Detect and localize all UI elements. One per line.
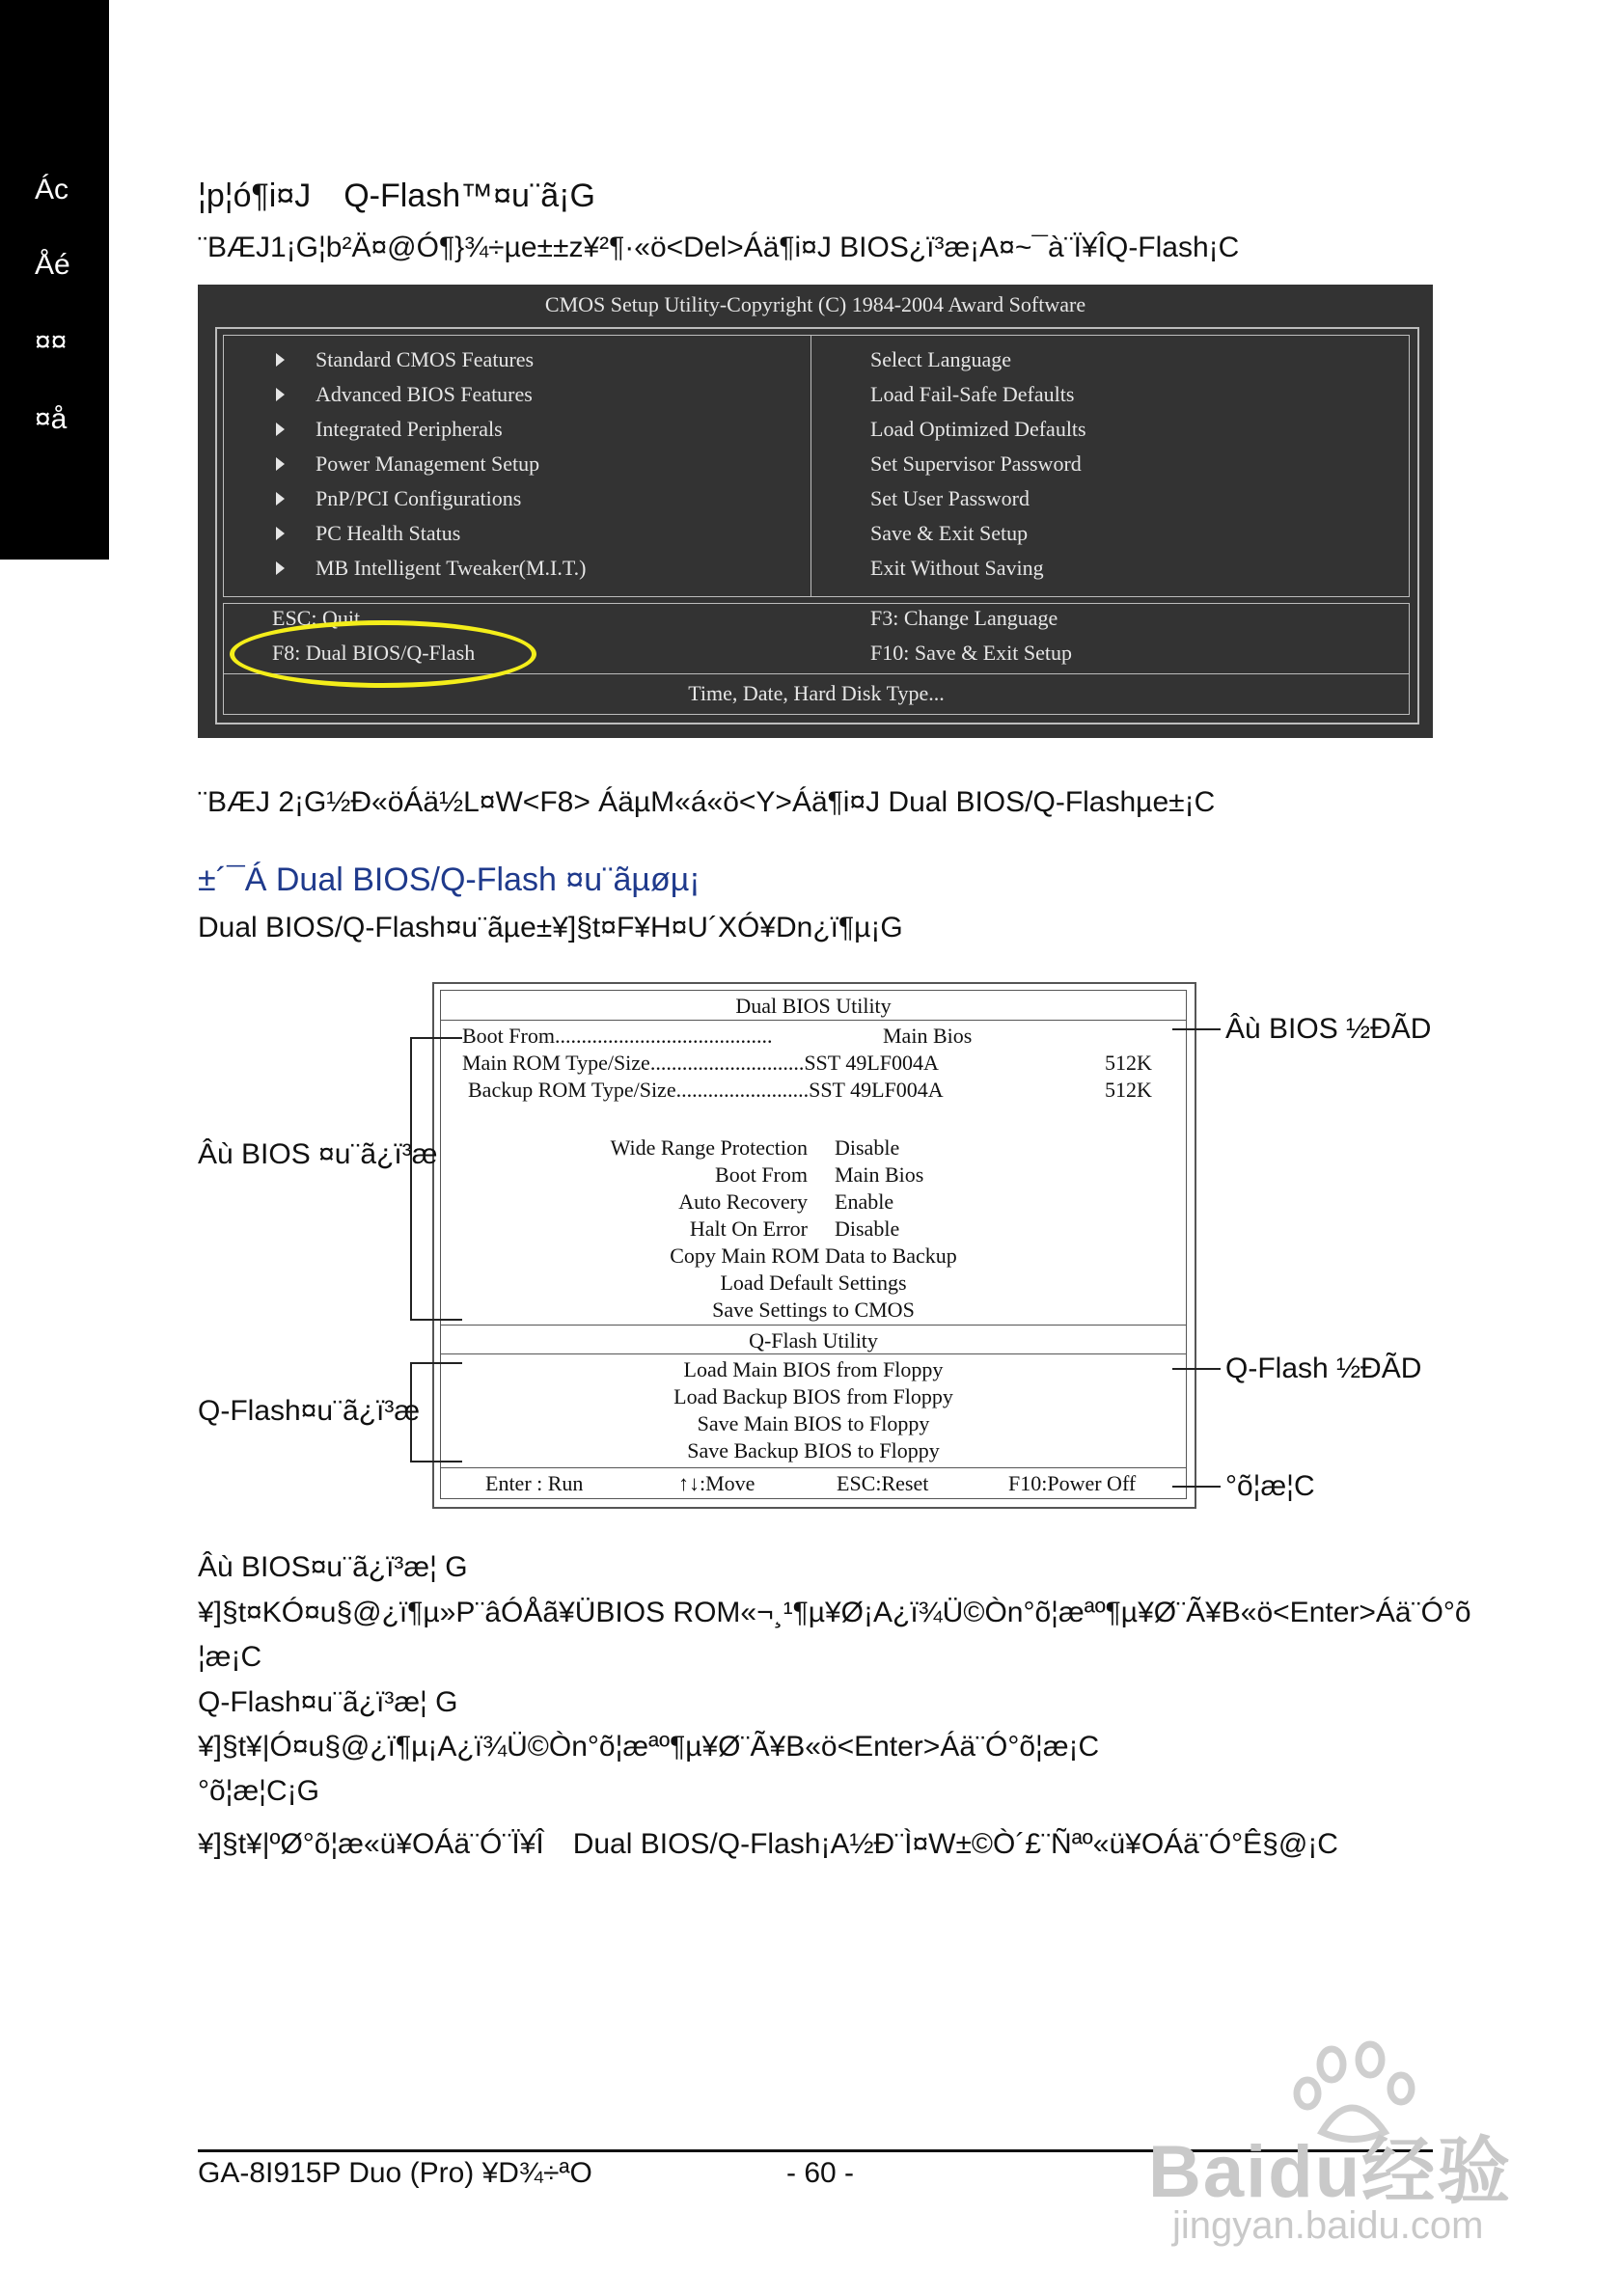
callout-line-actionbar xyxy=(1172,1486,1221,1488)
menu-power-management[interactable]: Power Management Setup xyxy=(316,451,540,476)
body-line-5: ¥]§t¥|Ó¤u§@¿ï¶µ¡A¿ï¾Ü©Òn°õ¦æªº¶µ¥Ø¨Ã¥B«ö<Enter>Áä¨Ó°õ¦æ¡C xyxy=(198,1731,1100,1763)
side-tab-char-1: Ác xyxy=(35,174,69,205)
setting-label-auto-recovery[interactable]: Auto Recovery xyxy=(678,1189,808,1214)
setting-label-boot-from[interactable]: Boot From xyxy=(715,1162,808,1187)
menu-mit[interactable]: MB Intelligent Tweaker(M.I.T.) xyxy=(316,556,587,580)
menu-integrated-peripherals[interactable]: Integrated Peripherals xyxy=(316,417,503,441)
footer-esc-reset: ESC:Reset xyxy=(837,1471,929,1495)
setting-label-wide-range[interactable]: Wide Range Protection xyxy=(610,1135,808,1160)
menu-advanced-bios[interactable]: Advanced BIOS Features xyxy=(316,382,533,406)
menu-supervisor-password[interactable]: Set Supervisor Password xyxy=(870,451,1082,476)
footer-f10-power-off: F10:Power Off xyxy=(1008,1471,1137,1495)
subheading-desc: Dual BIOS/Q-Flash¤u¨ãµe±¥]§t¤F¥H¤U´XÓ¥Dn¿ï¶µ¡G xyxy=(198,912,903,943)
bios-menu-divider xyxy=(810,336,811,596)
menu-load-optimized[interactable]: Load Optimized Defaults xyxy=(870,417,1086,441)
dual-bios-header: Dual BIOS Utility xyxy=(735,994,892,1018)
qflash-header: Q-Flash Utility xyxy=(749,1328,878,1353)
footer-enter-run: Enter : Run xyxy=(485,1471,584,1495)
menu-pc-health[interactable]: PC Health Status xyxy=(316,521,461,545)
body-line-6: °õ¦æ¦C¡G xyxy=(198,1775,319,1807)
menu-arrow-icon xyxy=(276,492,285,506)
body-line-7: ¥]§t¥|ºØ°õ¦æ«ü¥OÁä¨Ó¨Ï¥Î Dual BIOS/Q-Flash¡A½Ð¨Ì¤W±©Ò´£¨Ñªº«ü¥OÁä¨Ó°Ê§@¡C xyxy=(198,1828,1338,1860)
body-line-1: Âù BIOS¤u¨ã¿ï³æ¦ G xyxy=(198,1551,468,1583)
setting-label-halt-on-error[interactable]: Halt On Error xyxy=(689,1216,808,1241)
callout-line-qflash xyxy=(1172,1368,1221,1370)
menu-exit-without-saving[interactable]: Exit Without Saving xyxy=(870,556,1044,580)
boot-from-row: Boot From......................................... xyxy=(462,1024,773,1048)
action-load-defaults[interactable]: Load Default Settings xyxy=(720,1271,907,1295)
watermark-url: jingyan.baidu.com xyxy=(1172,2204,1484,2247)
menu-arrow-icon xyxy=(276,423,285,436)
side-tab-char-3: ¤¤ xyxy=(35,326,68,358)
side-tab xyxy=(0,0,109,560)
qflash-save-main[interactable]: Save Main BIOS to Floppy xyxy=(697,1411,930,1435)
menu-pnp-pci[interactable]: PnP/PCI Configurations xyxy=(316,486,522,510)
footer-page-number: - 60 - xyxy=(786,2157,855,2189)
menu-load-failsafe[interactable]: Load Fail-Safe Defaults xyxy=(870,382,1075,406)
callout-line-title xyxy=(1172,1028,1221,1030)
watermark-logo: Baidu经验 xyxy=(1148,2131,1513,2213)
menu-arrow-icon xyxy=(276,527,285,540)
menu-arrow-icon xyxy=(276,561,285,575)
key-f3-language: F3: Change Language xyxy=(870,606,1058,630)
step2-text: ¨BÆJ 2¡G½Ð«öÁä½L¤W<F8> ÁäµM«á«ö<Y>Áä¶i¤J Dual BIOS/Q-Flashµe±¡C xyxy=(198,786,1216,818)
menu-arrow-icon xyxy=(276,388,285,401)
menu-select-language[interactable]: Select Language xyxy=(870,347,1011,371)
bios-title: CMOS Setup Utility-Copyright (C) 1984-2004 Award Software xyxy=(544,292,1086,316)
subheading: ±´¯Á Dual BIOS/Q-Flash ¤u¨ãµøµ¡ xyxy=(198,861,701,898)
dual-header-divider xyxy=(441,1020,1186,1021)
menu-user-password[interactable]: Set User Password xyxy=(870,486,1030,510)
menu-arrow-icon xyxy=(276,457,285,471)
qflash-save-backup[interactable]: Save Backup BIOS to Floppy xyxy=(687,1438,940,1462)
bios-menu-panel xyxy=(223,335,1410,597)
callout-qflash-title: Q-Flash ½ÐÃD xyxy=(1225,1353,1422,1384)
action-copy-main-rom[interactable]: Copy Main ROM Data to Backup xyxy=(670,1244,957,1268)
callout-dual-bios-menu: Âù BIOS ¤u¨ã¿ï³æ xyxy=(198,1138,438,1170)
qflash-load-backup[interactable]: Load Backup BIOS from Floppy xyxy=(673,1384,953,1408)
boot-from-value: Main Bios xyxy=(883,1024,973,1048)
side-tab-char-4: ¤å xyxy=(35,403,68,435)
dual-bios-screen xyxy=(432,982,1196,1509)
key-f10-save-exit: F10: Save & Exit Setup xyxy=(870,641,1072,665)
key-f8-dual-bios[interactable]: F8: Dual BIOS/Q-Flash xyxy=(272,641,476,665)
footer-model: GA-8I915P Duo (Pro) ¥D¾÷ªO xyxy=(198,2157,592,2189)
menu-standard-cmos[interactable]: Standard CMOS Features xyxy=(316,347,535,371)
setting-value-boot-from[interactable]: Main Bios xyxy=(835,1162,924,1187)
side-tab-char-2: Åé xyxy=(35,249,70,281)
qflash-divider-top xyxy=(441,1325,1186,1326)
body-line-2: ¥]§t¤KÓ¤u§@¿ï¶µ»P¨âÓÅã¥ÜBIOS ROM«¬¸¹¶µ¥Ø¡A¿ï¾Ü©Òn°õ¦æªº¶µ¥Ø¨Ã¥B«ö<Enter>Áä¨Ó°õ xyxy=(198,1597,1471,1628)
highlight-ring xyxy=(230,620,536,688)
action-save-cmos[interactable]: Save Settings to CMOS xyxy=(712,1298,915,1322)
main-rom-size: 512K xyxy=(1105,1051,1152,1075)
setting-value-auto-recovery[interactable]: Enable xyxy=(835,1189,894,1214)
callout-dual-bios-title: Âù BIOS ½ÐÃD xyxy=(1225,1013,1432,1045)
main-rom-row: Main ROM Type/Size.............................SST 49LF004A xyxy=(462,1051,939,1075)
intro-text: ¨BÆJ1¡G¦b²Ä¤@Ó¶}¾÷µe±±z¥²¶·«ö<Del>Áä¶i¤J BIOS¿ï³æ¡A¤~¯à¨Ï¥ÎQ-Flash¡C xyxy=(198,232,1240,263)
qflash-divider-bottom xyxy=(441,1353,1186,1354)
qflash-load-main[interactable]: Load Main BIOS from Floppy xyxy=(683,1357,944,1381)
setting-value-halt-on-error[interactable]: Disable xyxy=(835,1216,900,1241)
body-line-4: Q-Flash¤u¨ã¿ï³æ¦ G xyxy=(198,1686,458,1718)
section-title: ¦p¦ó¶i¤J Q-Flash™¤u¨ã¡G xyxy=(198,178,595,214)
bracket-dual-bios-menu xyxy=(410,1037,462,1321)
menu-save-exit[interactable]: Save & Exit Setup xyxy=(870,521,1029,545)
callout-action-bar: °õ¦æ¦C xyxy=(1225,1470,1315,1502)
body-line-3: ¦æ¡C xyxy=(198,1641,262,1673)
callout-qflash-menu: Q-Flash¤u¨ã¿ï³æ xyxy=(198,1395,421,1427)
setting-value-wide-range[interactable]: Disable xyxy=(835,1135,900,1160)
footer-divider xyxy=(441,1467,1186,1468)
menu-arrow-icon xyxy=(276,353,285,367)
bios-bottom-hint: Time, Date, Hard Disk Type... xyxy=(688,681,945,705)
dual-bios-frame xyxy=(440,990,1187,1499)
backup-rom-size: 512K xyxy=(1105,1078,1152,1102)
backup-rom-row: Backup ROM Type/Size.........................SST 49LF004A xyxy=(468,1078,944,1102)
key-esc-quit: ESC: Quit xyxy=(272,606,361,630)
footer-move: ↑↓:Move xyxy=(678,1471,756,1495)
